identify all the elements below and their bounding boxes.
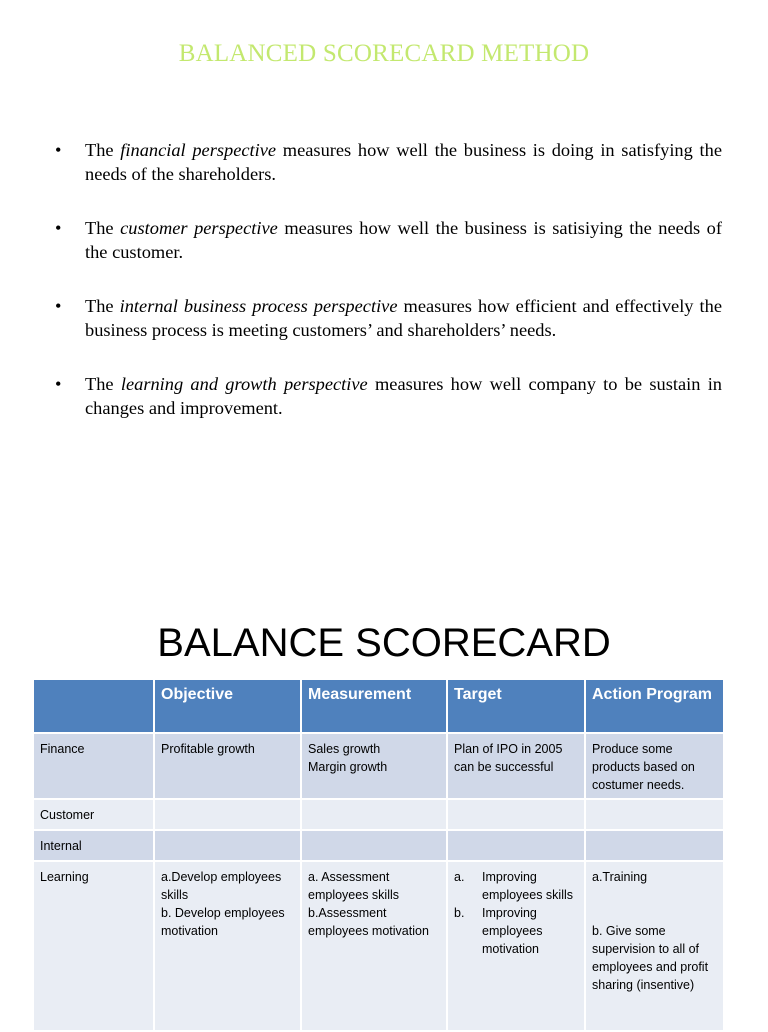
action-cell: a.Training b. Give some supervision to all of employees and profit sharing (insentive): [585, 861, 724, 1031]
objective-cell: Profitable growth: [154, 733, 301, 799]
objective-cell: [154, 799, 301, 830]
scorecard-table: [32, 678, 725, 1032]
bullet-learning: • The learning and growth perspective measures how well company to be sustain in changes and improvement.: [55, 374, 722, 418]
target-cell: [447, 830, 585, 861]
measurement-cell: Sales growth Margin growth: [301, 733, 447, 799]
action-cell: Produce some products based on costumer needs.: [585, 733, 724, 799]
table-row-finance: [33, 733, 724, 799]
row-label: Learning: [33, 861, 154, 1031]
objective-cell: a.Develop employees skills b. Develop employees motivation: [154, 861, 301, 1031]
action-cell: [585, 830, 724, 861]
target-cell: [447, 799, 585, 830]
bullet-financial: • The financial perspective measures how well the business is doing in satisfying the needs of the shareholders.: [55, 140, 722, 184]
measurement-cell: a. Assessment employees skills b.Assessment employees motivation: [301, 861, 447, 1031]
objective-cell: [154, 830, 301, 861]
header-action-program: Action Program: [585, 679, 724, 733]
header-measurement: Measurement: [301, 679, 447, 733]
measurement-cell: [301, 830, 447, 861]
learning-growth-perspective-term: learning and growth perspective: [120, 374, 368, 394]
customer-perspective-term: customer perspective: [120, 218, 278, 238]
row-label: Customer: [33, 799, 154, 830]
scorecard-title: BALANCE SCORECARD: [157, 621, 611, 665]
target-cell: [447, 861, 585, 1031]
slide-title: BALANCED SCORECARD METHOD: [178, 40, 590, 67]
row-label: Internal: [33, 830, 154, 861]
bullet-marker: •: [55, 140, 62, 160]
target-list: [454, 868, 578, 958]
table-header-row: [33, 679, 724, 733]
header-objective: Objective: [154, 679, 301, 733]
bullet-internal: • The internal business process perspective measures how efficient and effectively the business process is meeting customers’ and shareholders’ needs.: [55, 296, 722, 340]
perspective-bullet-list: [55, 139, 722, 451]
action-cell: [585, 799, 724, 830]
measurement-cell: [301, 799, 447, 830]
header-target: Target: [447, 679, 585, 733]
target-cell: Plan of IPO in 2005 can be successful: [447, 733, 585, 799]
header-empty: [33, 679, 154, 733]
bullet-marker: •: [55, 296, 62, 316]
table-row-customer: [33, 799, 724, 830]
row-label: Finance: [33, 733, 154, 799]
bullet-marker: •: [55, 374, 62, 394]
financial-perspective-term: financial perspective: [120, 140, 277, 160]
table-row-internal: [33, 830, 724, 861]
list-item: a. Improving employees skills: [454, 870, 574, 902]
list-item: b. Improving employees motivation: [454, 906, 543, 956]
internal-process-perspective-term: internal business process perspective: [119, 296, 398, 316]
bullet-customer: • The customer perspective measures how well the business is satisiying the needs of the customer.: [55, 218, 722, 262]
bullet-marker: •: [55, 218, 62, 238]
table-row-learning: [33, 861, 724, 1031]
